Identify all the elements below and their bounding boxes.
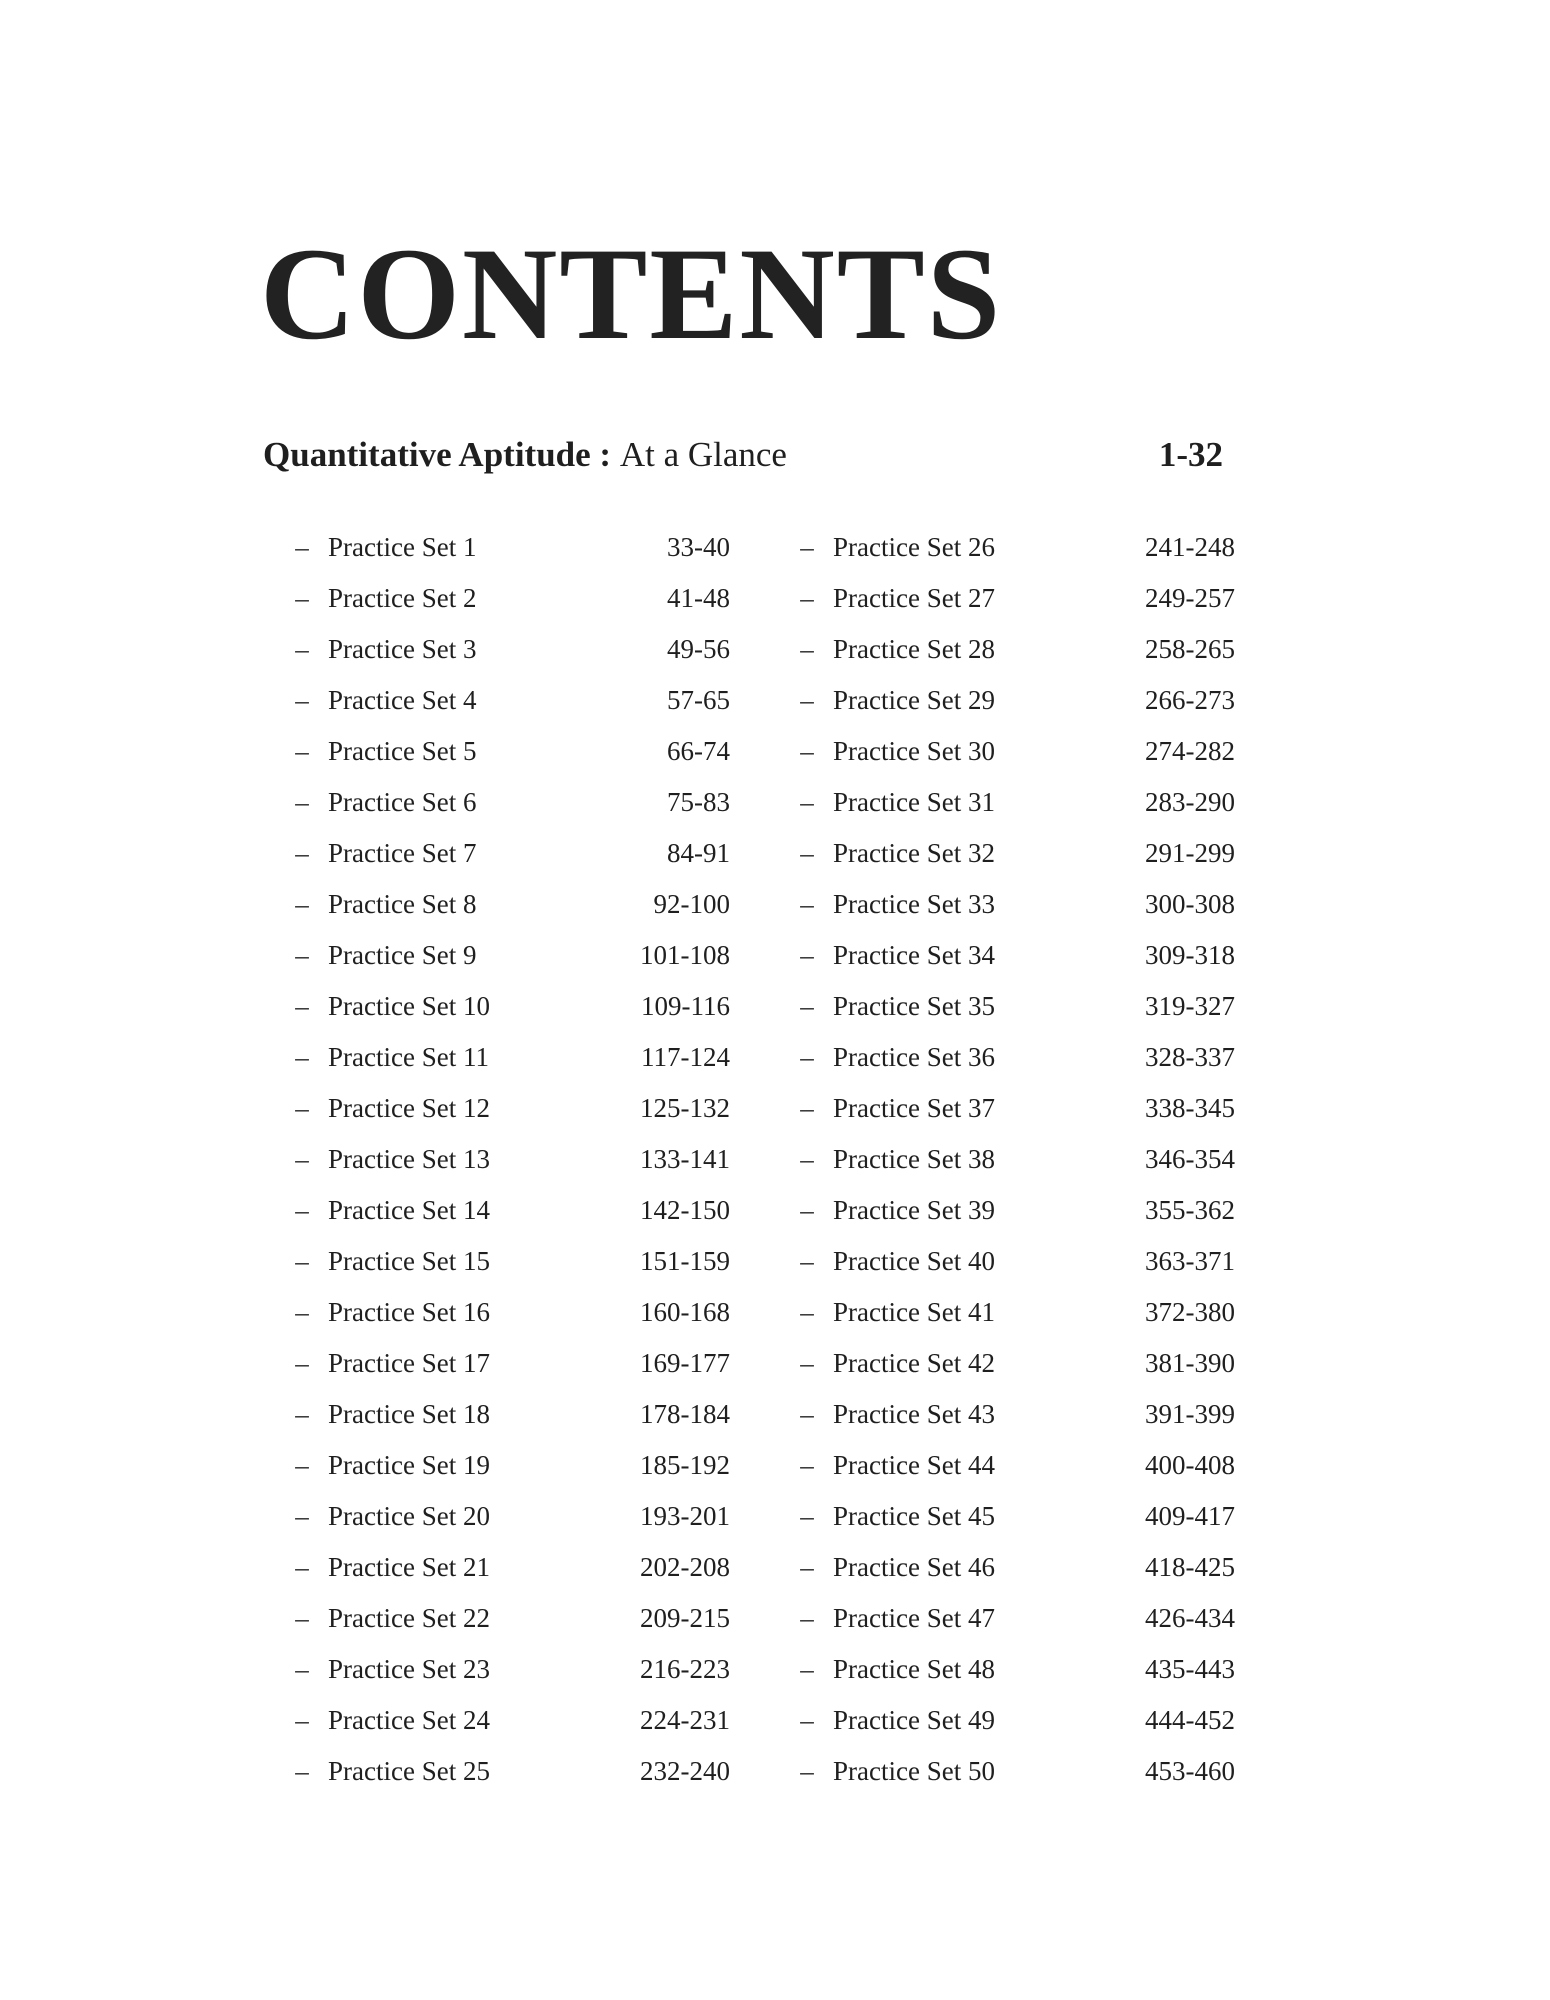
contents-entry [290,777,730,828]
dash-bullet: – [800,991,814,1021]
contents-entry [795,1032,1235,1083]
dash-bullet: – [800,1246,814,1276]
dash-bullet: – [295,787,309,817]
entry-page-range: 241-248 [1145,532,1235,562]
contents-entry [290,1032,730,1083]
contents-entry [290,1236,730,1287]
dash-bullet: – [800,685,814,715]
entry-page-range: 92-100 [653,889,730,919]
entry-label: Practice Set 50 [833,1756,995,1786]
dash-bullet: – [295,1297,309,1327]
entry-page-range: 75-83 [667,787,730,817]
contents-column-left [290,522,730,1797]
contents-entry [290,1389,730,1440]
dash-bullet: – [295,940,309,970]
entry-page-range: 391-399 [1145,1399,1235,1429]
entry-page-range: 169-177 [640,1348,730,1378]
contents-entry [290,1185,730,1236]
dash-bullet: – [295,532,309,562]
entry-page-range: 274-282 [1145,736,1235,766]
entry-label: Practice Set 49 [833,1705,995,1735]
contents-entry [290,624,730,675]
entry-page-range: 117-124 [641,1042,730,1072]
contents-entry [795,1389,1235,1440]
entry-page-range: 232-240 [640,1756,730,1786]
entry-page-range: 400-408 [1145,1450,1235,1480]
entry-label: Practice Set 2 [328,583,477,613]
entry-page-range: 346-354 [1145,1144,1235,1174]
entry-page-range: 319-327 [1145,991,1235,1021]
dash-bullet: – [295,634,309,664]
dash-bullet: – [800,889,814,919]
dash-bullet: – [800,1297,814,1327]
dash-bullet: – [800,1093,814,1123]
dash-bullet: – [295,1552,309,1582]
contents-entry [795,981,1235,1032]
contents-entry [290,522,730,573]
dash-bullet: – [800,736,814,766]
entry-label: Practice Set 9 [328,940,477,970]
entry-page-range: 160-168 [640,1297,730,1327]
entry-page-range: 328-337 [1145,1042,1235,1072]
contents-entry [290,930,730,981]
entry-page-range: 185-192 [640,1450,730,1480]
contents-entry [795,522,1235,573]
dash-bullet: – [800,787,814,817]
entry-label: Practice Set 8 [328,889,477,919]
entry-label: Practice Set 20 [328,1501,490,1531]
entry-label: Practice Set 14 [328,1195,490,1225]
entry-label: Practice Set 4 [328,685,477,715]
entry-label: Practice Set 43 [833,1399,995,1429]
entry-label: Practice Set 7 [328,838,477,868]
dash-bullet: – [295,1501,309,1531]
contents-entry [795,1287,1235,1338]
section-heading [263,430,1223,480]
contents-entry [290,573,730,624]
entry-page-range: 249-257 [1145,583,1235,613]
contents-entry [795,1644,1235,1695]
dash-bullet: – [800,634,814,664]
entry-page-range: 291-299 [1145,838,1235,868]
contents-entry [290,1491,730,1542]
entry-page-range: 66-74 [667,736,730,766]
entry-page-range: 224-231 [640,1705,730,1735]
dash-bullet: – [295,838,309,868]
entry-page-range: 409-417 [1145,1501,1235,1531]
entry-label: Practice Set 1 [328,532,477,562]
contents-entry [795,1338,1235,1389]
entry-label: Practice Set 12 [328,1093,490,1123]
dash-bullet: – [800,838,814,868]
entry-page-range: 133-141 [640,1144,730,1174]
entry-page-range: 49-56 [667,634,730,664]
entry-label: Practice Set 41 [833,1297,995,1327]
entry-page-range: 258-265 [1145,634,1235,664]
entry-page-range: 444-452 [1145,1705,1235,1735]
contents-entry [290,1440,730,1491]
entry-label: Practice Set 24 [328,1705,490,1735]
entry-label: Practice Set 19 [328,1450,490,1480]
entry-label: Practice Set 16 [328,1297,490,1327]
dash-bullet: – [295,1399,309,1429]
entry-label: Practice Set 10 [328,991,490,1021]
entry-page-range: 216-223 [640,1654,730,1684]
entry-label: Practice Set 29 [833,685,995,715]
entry-label: Practice Set 18 [328,1399,490,1429]
contents-entry [795,675,1235,726]
entry-page-range: 453-460 [1145,1756,1235,1786]
entry-page-range: 142-150 [640,1195,730,1225]
entry-label: Practice Set 28 [833,634,995,664]
entry-label: Practice Set 3 [328,634,477,664]
entry-label: Practice Set 21 [328,1552,490,1582]
contents-entry [290,1593,730,1644]
page-title: CONTENTS [260,220,1003,367]
dash-bullet: – [295,991,309,1021]
entry-label: Practice Set 48 [833,1654,995,1684]
dash-bullet: – [800,1450,814,1480]
contents-entry [290,1644,730,1695]
dash-bullet: – [295,1654,309,1684]
entry-page-range: 435-443 [1145,1654,1235,1684]
contents-entry [795,1083,1235,1134]
dash-bullet: – [295,889,309,919]
dash-bullet: – [295,1348,309,1378]
dash-bullet: – [295,1144,309,1174]
contents-entry [795,930,1235,981]
dash-bullet: – [800,1042,814,1072]
dash-bullet: – [800,1144,814,1174]
entry-page-range: 109-116 [641,991,730,1021]
entry-label: Practice Set 33 [833,889,995,919]
entry-label: Practice Set 31 [833,787,995,817]
entry-label: Practice Set 30 [833,736,995,766]
entry-page-range: 338-345 [1145,1093,1235,1123]
entry-page-range: 309-318 [1145,940,1235,970]
contents-entry [795,879,1235,930]
entry-label: Practice Set 46 [833,1552,995,1582]
dash-bullet: – [295,1093,309,1123]
entry-label: Practice Set 47 [833,1603,995,1633]
entry-label: Practice Set 27 [833,583,995,613]
dash-bullet: – [295,1450,309,1480]
dash-bullet: – [295,1756,309,1786]
contents-entry [795,1695,1235,1746]
entry-label: Practice Set 26 [833,532,995,562]
entry-label: Practice Set 15 [328,1246,490,1276]
dash-bullet: – [295,583,309,613]
dash-bullet: – [800,1654,814,1684]
contents-entry [795,1440,1235,1491]
entry-page-range: 84-91 [667,838,730,868]
dash-bullet: – [800,1348,814,1378]
contents-entry [795,1593,1235,1644]
entry-page-range: 33-40 [667,532,730,562]
entry-label: Practice Set 36 [833,1042,995,1072]
contents-entry [290,1338,730,1389]
entry-label: Practice Set 44 [833,1450,995,1480]
entry-page-range: 363-371 [1145,1246,1235,1276]
dash-bullet: – [800,1195,814,1225]
contents-entry [290,1746,730,1797]
contents-entry [290,675,730,726]
dash-bullet: – [295,1195,309,1225]
entry-page-range: 266-273 [1145,685,1235,715]
entry-label: Practice Set 40 [833,1246,995,1276]
entry-page-range: 209-215 [640,1603,730,1633]
entry-label: Practice Set 6 [328,787,477,817]
contents-entry [795,573,1235,624]
entry-label: Practice Set 39 [833,1195,995,1225]
entry-label: Practice Set 38 [833,1144,995,1174]
dash-bullet: – [800,1501,814,1531]
entry-label: Practice Set 17 [328,1348,490,1378]
contents-entry [795,624,1235,675]
entry-page-range: 178-184 [640,1399,730,1429]
dash-bullet: – [800,1399,814,1429]
entry-page-range: 372-380 [1145,1297,1235,1327]
entry-page-range: 426-434 [1145,1603,1235,1633]
section-name: Quantitative Aptitude [263,435,591,474]
contents-entry [290,879,730,930]
dash-bullet: – [800,583,814,613]
entry-page-range: 125-132 [640,1093,730,1123]
section-subtitle: At a Glance [619,435,787,474]
entry-label: Practice Set 42 [833,1348,995,1378]
contents-entry [795,1491,1235,1542]
section-page-range: 1-32 [1158,435,1223,474]
entry-page-range: 300-308 [1145,889,1235,919]
entry-label: Practice Set 11 [328,1042,489,1072]
dash-bullet: – [800,1705,814,1735]
entry-label: Practice Set 23 [328,1654,490,1684]
contents-entry [795,726,1235,777]
entry-label: Practice Set 25 [328,1756,490,1786]
contents-entry [795,828,1235,879]
dash-bullet: – [295,1705,309,1735]
entry-page-range: 151-159 [640,1246,730,1276]
contents-entry [290,1542,730,1593]
entry-label: Practice Set 32 [833,838,995,868]
contents-entry [290,828,730,879]
contents-entry [290,1134,730,1185]
entry-label: Practice Set 22 [328,1603,490,1633]
entry-page-range: 202-208 [640,1552,730,1582]
entry-page-range: 283-290 [1145,787,1235,817]
dash-bullet: – [295,1246,309,1276]
dash-bullet: – [295,1042,309,1072]
entry-page-range: 418-425 [1145,1552,1235,1582]
contents-column-right [795,522,1235,1797]
contents-entry [290,726,730,777]
entry-page-range: 381-390 [1145,1348,1235,1378]
contents-entry [795,1185,1235,1236]
entry-page-range: 193-201 [640,1501,730,1531]
dash-bullet: – [800,1756,814,1786]
entry-page-range: 355-362 [1145,1195,1235,1225]
contents-entry [290,1695,730,1746]
entry-page-range: 41-48 [667,583,730,613]
contents-entry [795,777,1235,828]
entry-label: Practice Set 35 [833,991,995,1021]
dash-bullet: – [800,940,814,970]
dash-bullet: – [295,685,309,715]
contents-entry [795,1236,1235,1287]
dash-bullet: – [295,1603,309,1633]
section-separator: : [590,435,620,474]
contents-entry [795,1746,1235,1797]
contents-entry [290,1287,730,1338]
entry-label: Practice Set 34 [833,940,995,970]
dash-bullet: – [295,736,309,766]
entry-page-range: 57-65 [667,685,730,715]
entry-label: Practice Set 5 [328,736,477,766]
entry-label: Practice Set 13 [328,1144,490,1174]
entry-label: Practice Set 45 [833,1501,995,1531]
contents-columns [290,522,1240,1802]
dash-bullet: – [800,1552,814,1582]
entry-label: Practice Set 37 [833,1093,995,1123]
dash-bullet: – [800,532,814,562]
contents-entry [290,981,730,1032]
dash-bullet: – [800,1603,814,1633]
contents-entry [290,1083,730,1134]
contents-entry [795,1134,1235,1185]
contents-entry [795,1542,1235,1593]
entry-page-range: 101-108 [640,940,730,970]
